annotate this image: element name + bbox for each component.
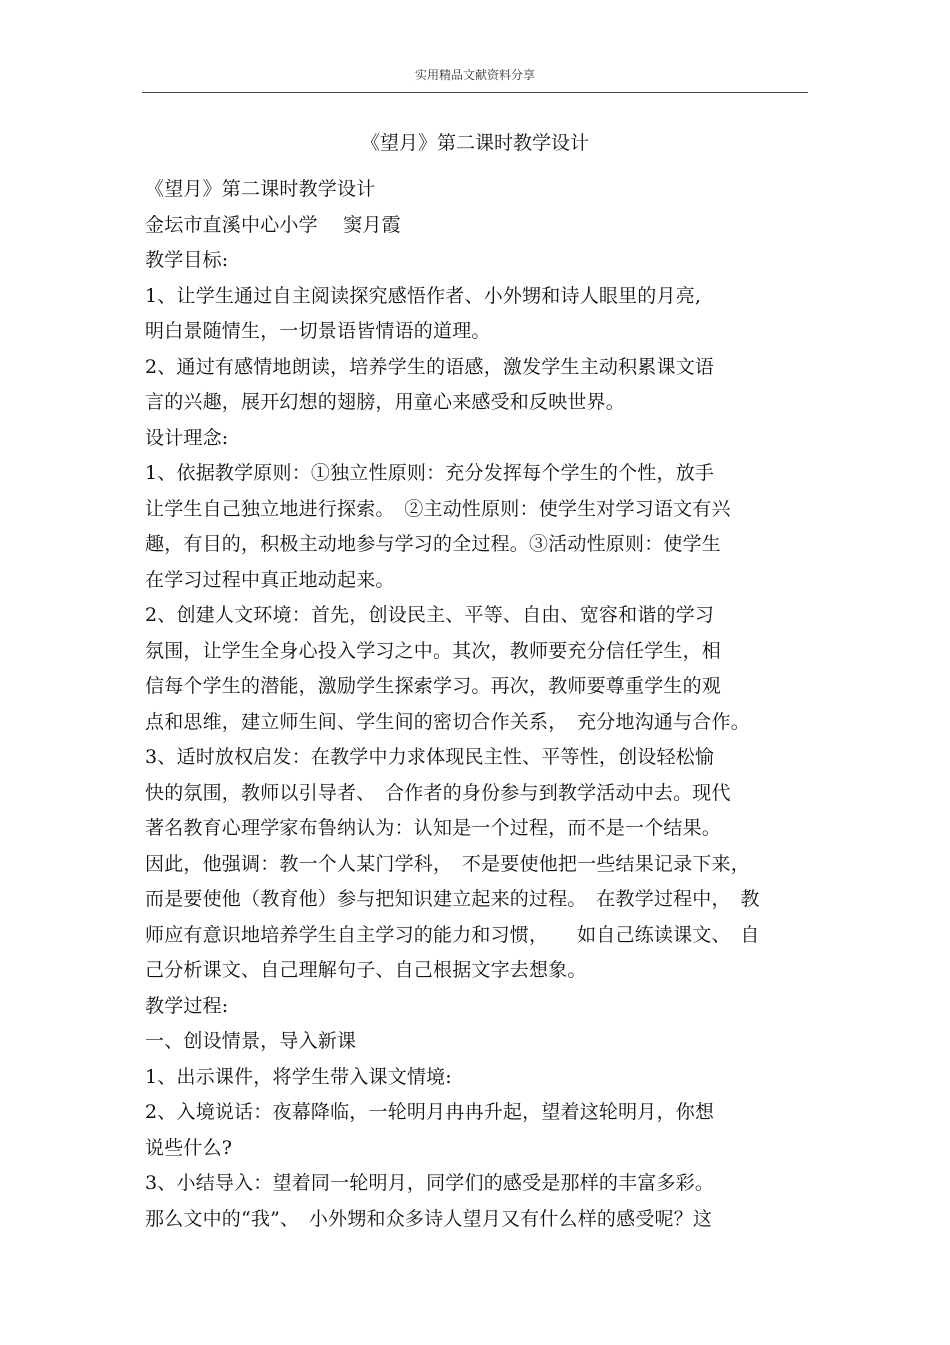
document-body — [145, 172, 813, 1237]
body-line: 3、小结导入：望着同一轮明月，同学们的感受是那样的丰富多彩。 — [145, 1172, 715, 1194]
body-line: 2、通过有感情地朗读，培养学生的语感，激发学生主动积累课文语 — [145, 355, 715, 378]
body-line: 而是要使他（教育他）参与把知识建立起来的过程。 在教学过程中， 教 — [145, 888, 760, 910]
section-heading: 教学过程: — [145, 994, 229, 1017]
body-line: 1、出示课件，将学生带入课文情境: — [145, 1065, 452, 1088]
body-line: 因此，他强调：教一个人某门学科， 不是要使他把一些结果记录下来， — [145, 852, 750, 875]
body-line: 信每个学生的潜能，激励学生探索学习。再次，教师要尊重学生的观 — [145, 675, 722, 697]
body-line: 一、创设情景，导入新课 — [145, 1030, 357, 1052]
body-line: 金坛市直溪中心小学 窦月霞 — [145, 213, 401, 236]
body-line: 1、让学生通过自主阅读探究感悟作者、小外甥和诗人眼里的月亮, — [145, 284, 702, 307]
body-line: 氛围，让学生全身心投入学习之中。其次，教师要充分信任学生，相 — [145, 639, 722, 662]
body-line: 《望月》第二课时教学设计 — [145, 178, 376, 200]
body-line: 著名教育心理学家布鲁纳认为：认知是一个过程，而不是一个结果。 — [145, 817, 722, 839]
body-line: 在学习过程中真正地动起来。 — [145, 568, 395, 591]
header-divider — [142, 92, 808, 93]
body-line: 言的兴趣，展开幻想的翅膀，用童心来感受和反映世界。 — [145, 391, 626, 413]
body-line: 快的氛围，教师以引导者、 合作者的身份参与到教学活动中去。现代 — [145, 781, 731, 804]
body-line: 己分析课文、自己理解句子、自己根据文字去想象。 — [145, 959, 587, 981]
body-line: 2、创建人文环境：首先，创设民主、平等、自由、宽容和谐的学习 — [145, 604, 715, 626]
body-line: 师应有意识地培养学生自主学习的能力和习惯， 如自己练读课文、 自 — [145, 923, 760, 946]
body-line: 那么文中的“我”、 小外甥和众多诗人望月又有什么样的感受呢？这 — [145, 1207, 713, 1230]
body-line: 趣，有目的，积极主动地参与学习的全过程。③活动性原则：使学生 — [145, 533, 722, 555]
section-heading: 教学目标: — [145, 249, 229, 271]
body-line: 1、依据教学原则：①独立性原则：充分发挥每个学生的个性，放手 — [145, 462, 715, 484]
page-header: 实用精品文献资料分享 — [414, 68, 535, 82]
body-line: 2、入境说话：夜幕降临，一轮明月冉冉升起，望着这轮明月，你想 — [145, 1101, 715, 1123]
body-line: 点和思维，建立师生间、学生间的密切合作关系， 充分地沟通与合作。 — [145, 710, 750, 733]
body-line: 让学生自己独立地进行探索。 ②主动性原则：使学生对学习语文有兴 — [145, 497, 731, 520]
body-line: 3、适时放权启发：在教学中力求体现民主性、平等性，创设轻松愉 — [145, 746, 715, 768]
section-heading: 设计理念: — [145, 426, 229, 449]
document-title: 《望月》第二课时教学设计 — [360, 132, 589, 154]
body-line: 说些什么? — [145, 1136, 233, 1159]
body-line: 明白景随情生，一切景语皆情语的道理。 — [145, 320, 491, 342]
